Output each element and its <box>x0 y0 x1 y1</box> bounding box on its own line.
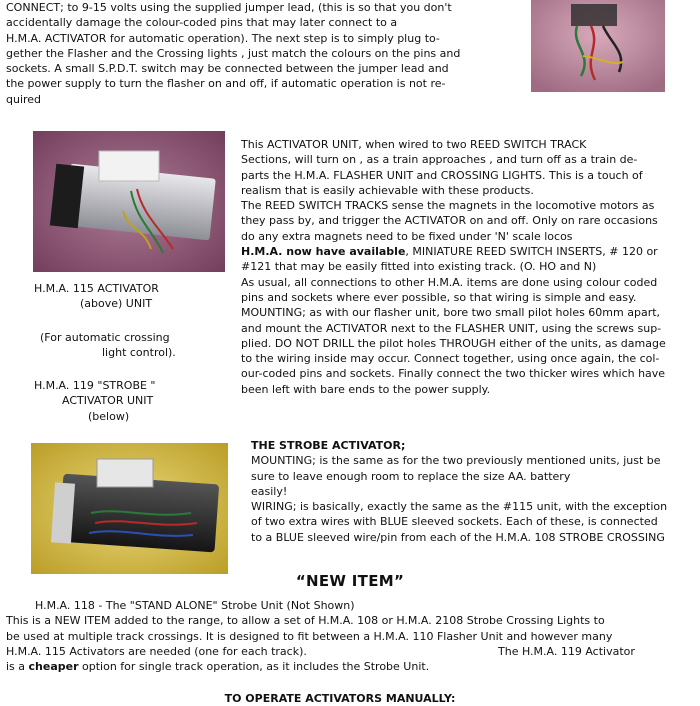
body-line: our-coded pins and sockets. Finally connect the two thicker wires which have <box>241 367 666 381</box>
strobe-line: WIRING; is basically, exactly the same as the #115 unit, with the exception <box>251 500 668 514</box>
activator-description <box>241 137 681 397</box>
caption-line: (For automatic crossing <box>40 331 170 344</box>
available-bold: H.M.A. now have available <box>241 245 406 259</box>
body-line: As usual, all connections to other H.M.A. items are done using colour coded <box>241 275 658 289</box>
strobe-line: sure to leave enough room to replace the size AA. battery <box>251 469 571 483</box>
new-item-tail: The H.M.A. 119 Activator <box>498 644 635 658</box>
strobe-line: easily! <box>251 484 288 498</box>
intro-line: accidentally damage the colour-coded pins that may later connect to a <box>6 16 398 30</box>
intro-paragraph <box>6 0 526 107</box>
new-item-subtitle: H.M.A. 118 - The "STAND ALONE" Strobe Unit (Not Shown) <box>35 599 355 612</box>
body-line: do any extra magnets need to be fixed under 'N' scale locos <box>241 229 573 243</box>
intro-line: sockets. A small S.P.D.T. switch may be connected between the jumper lead and <box>6 62 449 76</box>
last-post: option for single track operation, as it includes the Strobe Unit. <box>78 660 430 674</box>
body-line: pins and sockets where ever possible, so that wiring is simple and easy. <box>241 290 637 304</box>
strobe-heading: THE STROBE ACTIVATOR; <box>251 439 406 452</box>
new-item-paragraph <box>6 598 696 674</box>
strobe-section <box>251 438 681 545</box>
body-line: #121 that may be easily fitted into existing track. (O. HO and N) <box>241 260 597 274</box>
caption-line: (below) <box>88 409 130 423</box>
body-line: Sections, will turn on , as a train approaches , and turn off as a train de- <box>241 153 638 167</box>
new-item-line <box>6 644 696 659</box>
activator-115-caption <box>34 281 224 312</box>
caption-line: H.M.A. 115 ACTIVATOR <box>34 282 159 295</box>
body-line: they pass by, and trigger the ACTIVATOR on and off. Only on rare occasions <box>241 214 658 228</box>
intro-line: quired <box>6 92 42 106</box>
strobe-activator-photo <box>31 443 228 574</box>
caption-line: (above) UNIT <box>80 297 153 311</box>
footer-heading: TO OPERATE ACTIVATORS MANUALLY: <box>224 692 456 705</box>
caption-line: H.M.A. 119 "STROBE " <box>34 379 156 392</box>
activator-115-photo <box>33 131 225 272</box>
intro-line: the power supply to turn the flasher on and off, if automatic operation is not re- <box>6 77 446 91</box>
caption-line: ACTIVATOR UNIT <box>62 394 154 408</box>
new-item-line: be used at multiple track crossings. It is designed to fit between a H.M.A. 110 Flasher Unit and however many <box>6 629 613 643</box>
available-rest: , MINIATURE REED SWITCH INSERTS, # 120 or <box>405 245 658 259</box>
strobe-119-caption <box>34 378 224 424</box>
body-line: and mount the ACTIVATOR next to the FLASHER UNIT, using the screws sup- <box>241 321 662 335</box>
caption-line: light control). <box>102 346 176 360</box>
last-pre: is a <box>6 660 29 674</box>
last-bold: cheaper <box>28 660 79 674</box>
body-line: realism that is easily achievable with these products. <box>241 183 534 197</box>
strobe-line: MOUNTING; is the same as for the two previously mentioned units, just be <box>251 454 661 468</box>
body-line: This ACTIVATOR UNIT, when wired to two REED SWITCH TRACK <box>241 138 587 151</box>
intro-line: CONNECT; to 9-15 volts using the supplied jumper lead, (this is so that you don't <box>6 1 452 14</box>
available-line <box>241 244 681 259</box>
flasher-photo <box>531 0 665 92</box>
body-line: plied. DO NOT DRILL the pilot holes THROUGH either of the units, as damage <box>241 336 666 350</box>
intro-line: gether the Flasher and the Crossing lights , just match the colours on the pins and <box>6 46 461 60</box>
strobe-line: of two extra wires with BLUE sleeved sockets. Each of these, is connected <box>251 515 658 529</box>
new-item-last-line <box>6 659 696 674</box>
body-line: to the wiring inside may occur. Connect together, using once again, the col- <box>241 352 660 366</box>
new-item-line-text: H.M.A. 115 Activators are needed (one for each track). <box>6 644 307 658</box>
strobe-activator-illustration <box>31 443 228 574</box>
new-item-heading: “NEW ITEM” <box>295 572 405 590</box>
body-line: The REED SWITCH TRACKS sense the magnets in the locomotive motors as <box>241 199 655 213</box>
body-line: been left with bare ends to the power supply. <box>241 382 491 396</box>
new-item-line: This is a NEW ITEM added to the range, to allow a set of H.M.A. 108 or H.M.A. 2108 Strobe Crossing Lights to <box>6 614 605 628</box>
body-line: MOUNTING; as with our flasher unit, bore two small pilot holes 60mm apart, <box>241 306 661 320</box>
intro-line: H.M.A. ACTIVATOR for automatic operation). The next step is to simply plug to- <box>6 31 440 45</box>
body-line: parts the H.M.A. FLASHER UNIT and CROSSING LIGHTS. This is a touch of <box>241 168 643 182</box>
strobe-line: to a BLUE sleeved wire/pin from each of the H.M.A. 108 STROBE CROSSING <box>251 530 665 544</box>
activator-115-note <box>40 330 230 361</box>
activator-115-illustration <box>33 131 225 272</box>
flasher-photo-illustration <box>531 0 665 92</box>
